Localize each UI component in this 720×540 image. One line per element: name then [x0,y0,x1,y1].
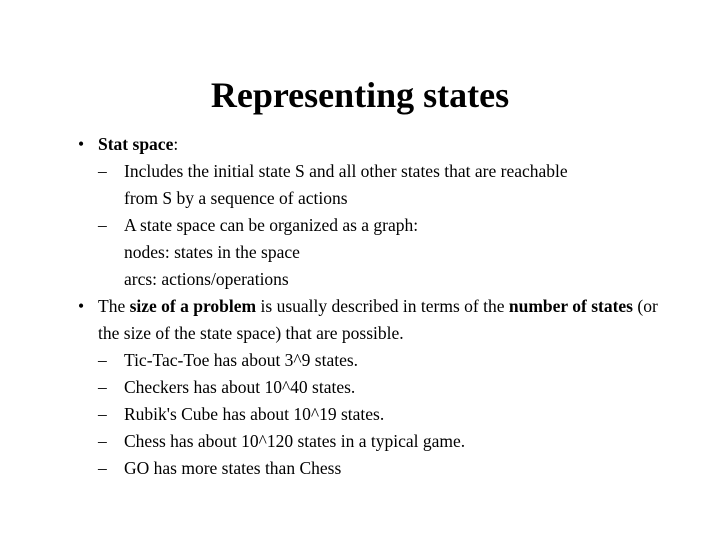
bullet-marker: • [78,134,85,154]
example-text: Chess has about 10^120 states in a typical game. [124,431,466,451]
bullet-marker: • [78,296,85,316]
sub-bullet-graph [78,212,678,239]
dash-marker: – [98,350,107,370]
term-number-of-states: number of states [508,296,633,316]
bullet-state-space [78,131,678,158]
example-item [78,374,678,401]
slide-title: Representing states [210,75,510,115]
sub-bullet-includes [78,158,678,212]
text-segment: is usually described in terms of the [256,296,509,316]
example-item [78,401,678,428]
dash-marker: – [98,431,107,451]
example-text: GO has more states than Chess [124,458,342,478]
dash-marker: – [98,377,107,397]
bullet-problem-size [78,293,678,347]
example-text: Tic-Tac-Toe has about 3^9 states. [124,350,359,370]
example-text: Rubik's Cube has about 10^19 states. [124,404,385,424]
slide-body [78,131,678,482]
term-size-of-problem: size of a problem [129,296,257,316]
dash-marker: – [98,215,107,235]
example-item [78,428,678,455]
sub-bullet-line: from S by a sequence of actions [124,188,348,208]
text-segment: The [98,296,130,316]
sub-bullet-line: A state space can be organized as a graph: [124,215,419,235]
colon: : [173,134,179,154]
dash-marker: – [98,161,107,181]
dash-marker: – [98,458,107,478]
graph-arcs-line: arcs: actions/operations [124,269,289,289]
example-item [78,455,678,482]
graph-nodes-line: nodes: states in the space [124,242,300,262]
term-stat-space: Stat space [98,134,174,154]
sub-bullet-line: Includes the initial state S and all other states that are reachable [124,161,568,181]
example-text: Checkers has about 10^40 states. [124,377,356,397]
text-segment: (or the size of the state space) that are possible. [98,296,658,343]
dash-marker: – [98,404,107,424]
example-item [78,347,678,374]
